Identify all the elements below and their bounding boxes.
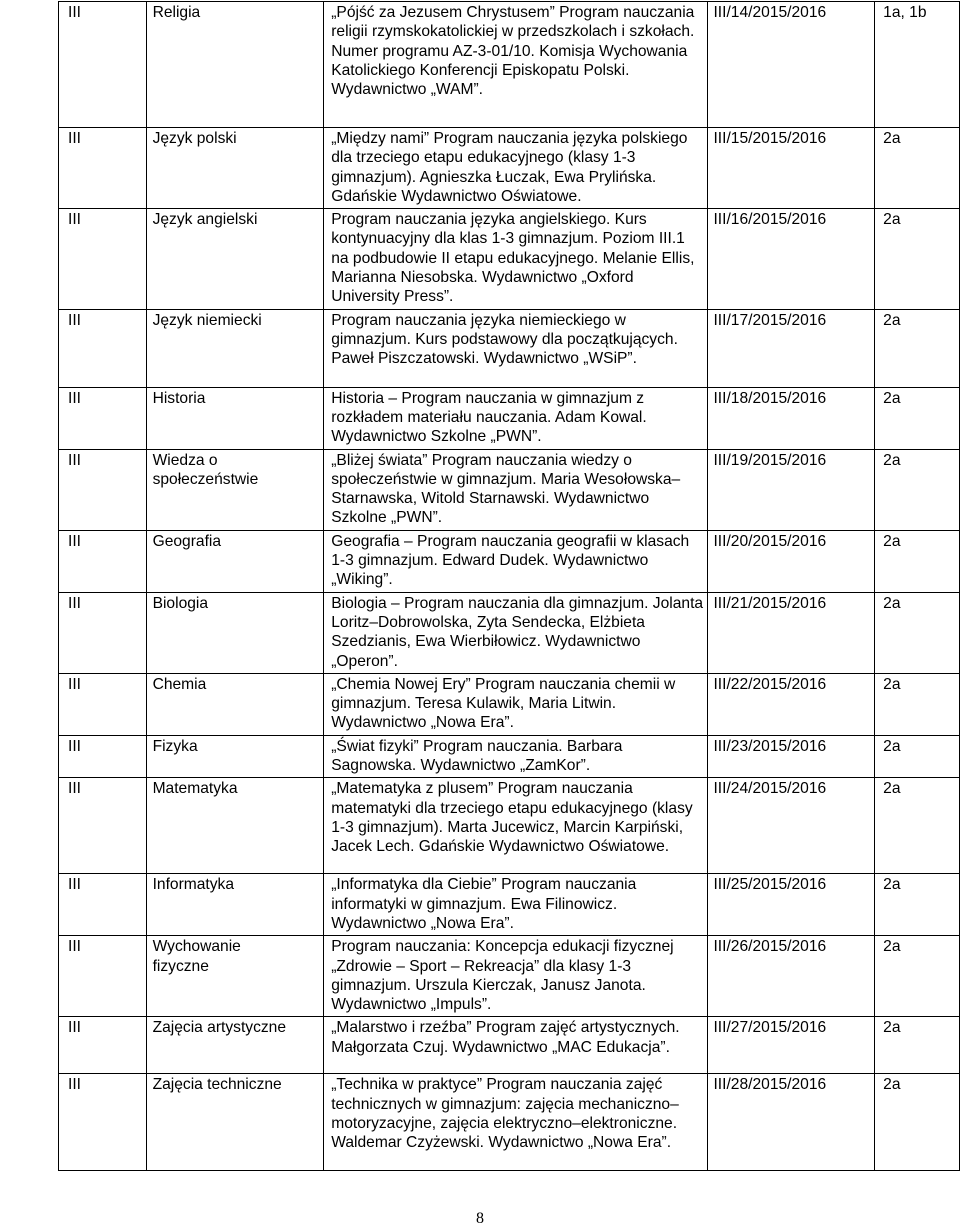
program-text: „Technika w praktyce” Program nauczania zajęć technicznych w gimnazjum: zajęcia mechaniczno–motoryzacyjne, zajęcia elektryczno–elektroniczne. Waldemar Czyżewski. Wydawnictwo „Nowa Era”. bbox=[331, 1076, 679, 1152]
program-table-body bbox=[59, 2, 960, 1171]
program-number-cell bbox=[708, 778, 875, 874]
table-row bbox=[59, 936, 960, 1017]
table-row bbox=[59, 128, 960, 209]
table-row bbox=[59, 592, 960, 673]
program-number-cell bbox=[708, 1074, 875, 1171]
program-number-cell bbox=[708, 530, 875, 592]
class-cell bbox=[59, 530, 147, 592]
program-number-cell bbox=[708, 735, 875, 778]
class-text: III bbox=[68, 532, 81, 550]
program-number-cell bbox=[708, 309, 875, 387]
subject-cell bbox=[146, 387, 324, 449]
class-cell bbox=[59, 592, 147, 673]
class-cell bbox=[59, 2, 147, 128]
groups-text: 2a bbox=[883, 532, 901, 550]
subject-cell bbox=[146, 309, 324, 387]
class-text: III bbox=[68, 594, 81, 612]
class-cell bbox=[59, 387, 147, 449]
program-number-text: III/15/2015/2016 bbox=[713, 130, 827, 147]
class-text: III bbox=[68, 737, 81, 755]
program-cell bbox=[324, 673, 708, 735]
groups-cell bbox=[875, 735, 960, 778]
program-number-text: III/14/2015/2016 bbox=[713, 4, 827, 21]
groups-cell bbox=[875, 209, 960, 309]
table-row bbox=[59, 309, 960, 387]
groups-text: 2a bbox=[883, 737, 901, 755]
subject-cell bbox=[146, 530, 324, 592]
class-cell bbox=[59, 1017, 147, 1074]
class-text: III bbox=[68, 211, 81, 229]
class-text: III bbox=[68, 451, 81, 469]
program-number-cell bbox=[708, 1017, 875, 1074]
class-text: III bbox=[68, 675, 81, 693]
program-cell bbox=[324, 735, 708, 778]
program-cell bbox=[324, 592, 708, 673]
program-number-cell bbox=[708, 592, 875, 673]
subject-cell bbox=[146, 735, 324, 778]
groups-cell bbox=[875, 673, 960, 735]
table-row bbox=[59, 735, 960, 778]
subject-text: Historia bbox=[152, 389, 206, 407]
groups-text: 2a bbox=[883, 1019, 901, 1037]
page-number: 8 bbox=[476, 1210, 484, 1227]
program-text: Biologia – Program nauczania dla gimnazjum. Jolanta Loritz–Dobrowolska, Zyta Sendecka, Elżbieta Szedzianis, Ewa Wierbiłowicz. Wydawnictwo „Operon”. bbox=[331, 594, 704, 670]
program-cell bbox=[324, 530, 708, 592]
class-cell bbox=[59, 309, 147, 387]
subject-text: Język angielski bbox=[152, 211, 258, 229]
class-cell bbox=[59, 874, 147, 936]
class-text: III bbox=[68, 780, 81, 798]
groups-text: 2a bbox=[883, 311, 901, 329]
program-number-cell bbox=[708, 209, 875, 309]
groups-text: 1a, 1b bbox=[883, 4, 927, 21]
class-text: III bbox=[68, 311, 81, 329]
subject-cell bbox=[146, 1017, 324, 1074]
program-text: „Pójść za Jezusem Chrystusem” Program nauczania religii rzymskokatolickiej w przedszkolach i szkołach. Numer programu AZ-3-01/10. Komisja Wychowania Katolickiego Konferencji Episkopatu Polski. Wydawnictwo „WAM”. bbox=[331, 4, 695, 99]
table-row bbox=[59, 1074, 960, 1171]
program-text: „Bliżej świata” Program nauczania wiedzy o społeczeństwie w gimnazjum. Maria Wesołowska–Starnawska, Witold Starnawski. Wydawnictwo Szkolne „PWN”. bbox=[331, 451, 681, 527]
program-number-text: III/28/2015/2016 bbox=[713, 1076, 827, 1094]
subject-text: Język niemiecki bbox=[152, 311, 262, 329]
program-text: „Malarstwo i rzeźba” Program zajęć artystycznych. Małgorzata Czuj. Wydawnictwo „MAC Edukacja”. bbox=[331, 1019, 680, 1056]
subject-cell bbox=[146, 2, 324, 128]
class-text: III bbox=[68, 938, 81, 956]
class-cell bbox=[59, 778, 147, 874]
table-row bbox=[59, 1017, 960, 1074]
groups-cell bbox=[875, 128, 960, 209]
class-text: III bbox=[68, 389, 81, 407]
groups-text: 2a bbox=[883, 1076, 901, 1094]
groups-cell bbox=[875, 936, 960, 1017]
table-row bbox=[59, 530, 960, 592]
class-cell bbox=[59, 1074, 147, 1171]
groups-text: 2a bbox=[883, 451, 901, 469]
subject-cell bbox=[146, 1074, 324, 1171]
subject-cell bbox=[146, 778, 324, 874]
subject-text: Religia bbox=[152, 4, 201, 21]
class-text: III bbox=[68, 4, 81, 21]
subject-cell bbox=[146, 673, 324, 735]
program-number-cell bbox=[708, 936, 875, 1017]
class-text: III bbox=[68, 1019, 81, 1037]
program-number-text: III/26/2015/2016 bbox=[713, 938, 827, 956]
subject-text: Informatyka bbox=[152, 876, 235, 894]
table-row bbox=[59, 449, 960, 530]
table-row bbox=[59, 778, 960, 874]
class-text: III bbox=[68, 876, 81, 894]
groups-cell bbox=[875, 449, 960, 530]
subject-text: Matematyka bbox=[152, 780, 238, 798]
program-cell bbox=[324, 387, 708, 449]
subject-text: Chemia bbox=[152, 675, 207, 693]
groups-cell bbox=[875, 2, 960, 128]
program-number-cell bbox=[708, 128, 875, 209]
program-number-text: III/17/2015/2016 bbox=[713, 311, 827, 329]
program-text: Program nauczania języka angielskiego. Kurs kontynuacyjny dla klas 1-3 gimnazjum. Poziom III.1 na podbudowie II etapu edukacyjnego. Melanie Ellis, Marianna Niesobska. Wydawnictwo „Oxford University Press”. bbox=[331, 211, 695, 306]
program-number-text: III/18/2015/2016 bbox=[713, 389, 827, 407]
subject-text: Zajęcia artystyczne bbox=[152, 1019, 287, 1037]
class-cell bbox=[59, 209, 147, 309]
class-cell bbox=[59, 673, 147, 735]
program-text: Historia – Program nauczania w gimnazjum z rozkładem materiału nauczania. Adam Kowal. Wydawnictwo Szkolne „PWN”. bbox=[331, 389, 647, 446]
class-text: III bbox=[68, 1076, 81, 1094]
groups-cell bbox=[875, 778, 960, 874]
groups-text: 2a bbox=[883, 675, 901, 693]
program-cell bbox=[324, 2, 708, 128]
program-cell bbox=[324, 309, 708, 387]
table-row bbox=[59, 673, 960, 735]
groups-cell bbox=[875, 309, 960, 387]
subject-text: Fizyka bbox=[152, 737, 198, 755]
table-row bbox=[59, 387, 960, 449]
program-number-text: III/20/2015/2016 bbox=[713, 532, 827, 550]
class-cell bbox=[59, 449, 147, 530]
subject-text: Zajęcia techniczne bbox=[152, 1076, 282, 1094]
groups-text: 2a bbox=[883, 211, 901, 229]
groups-text: 2a bbox=[883, 938, 901, 956]
program-number-text: III/27/2015/2016 bbox=[713, 1019, 827, 1037]
table-row bbox=[59, 2, 960, 128]
class-cell bbox=[59, 128, 147, 209]
program-number-cell bbox=[708, 449, 875, 530]
class-text: III bbox=[68, 130, 81, 147]
program-text: „Świat fizyki” Program nauczania. Barbara Sagnowska. Wydawnictwo „ZamKor”. bbox=[331, 737, 623, 775]
groups-text: 2a bbox=[883, 130, 901, 147]
groups-cell bbox=[875, 874, 960, 936]
program-number-cell bbox=[708, 874, 875, 936]
program-text: Geografia – Program nauczania geografii w klasach 1-3 gimnazjum. Edward Dudek. Wydawnictwo „Wiking”. bbox=[331, 532, 690, 589]
program-number-cell bbox=[708, 2, 875, 128]
subject-text: Wychowanie fizyczne bbox=[152, 938, 241, 975]
program-number-cell bbox=[708, 387, 875, 449]
class-cell bbox=[59, 936, 147, 1017]
subject-text: Język polski bbox=[152, 130, 237, 147]
program-number-text: III/16/2015/2016 bbox=[713, 211, 827, 229]
program-cell bbox=[324, 936, 708, 1017]
program-number-text: III/22/2015/2016 bbox=[713, 675, 827, 693]
program-text: „Informatyka dla Ciebie” Program nauczania informatyki w gimnazjum. Ewa Filinowicz. Wydawnictwo „Nowa Era”. bbox=[331, 876, 637, 932]
program-cell bbox=[324, 1074, 708, 1171]
subject-cell bbox=[146, 936, 324, 1017]
subject-cell bbox=[146, 128, 324, 209]
program-text: „Między nami” Program nauczania języka polskiego dla trzeciego etapu edukacyjnego (klasy 1-3 gimnazjum). Agnieszka Łuczak, Ewa Prylińska. Gdańskie Wydawnictwo Oświatowe. bbox=[331, 130, 688, 205]
program-cell bbox=[324, 874, 708, 936]
program-number-cell bbox=[708, 673, 875, 735]
groups-cell bbox=[875, 387, 960, 449]
table-row bbox=[59, 874, 960, 936]
program-text: „Matematyka z plusem” Program nauczania matematyki dla trzeciego etapu edukacyjnego (klasy 1-3 gimnazjum). Marta Jucewicz, Marcin Karpiński, Jacek Lech. Gdańskie Wydawnictwo Oświatowe. bbox=[331, 780, 693, 856]
subject-cell bbox=[146, 209, 324, 309]
program-cell bbox=[324, 128, 708, 209]
program-text: Program nauczania języka niemieckiego w gimnazjum. Kurs podstawowy dla początkujących. Paweł Piszczatowski. Wydawnictwo „WSiP”. bbox=[331, 311, 678, 368]
program-text: „Chemia Nowej Ery” Program nauczania chemii w gimnazjum. Teresa Kulawik, Maria Litwin. Wydawnictwo „Nowa Era”. bbox=[331, 675, 676, 732]
groups-cell bbox=[875, 592, 960, 673]
program-number-text: III/24/2015/2016 bbox=[713, 780, 827, 798]
groups-text: 2a bbox=[883, 876, 901, 894]
groups-cell bbox=[875, 1017, 960, 1074]
program-cell bbox=[324, 778, 708, 874]
program-cell bbox=[324, 1017, 708, 1074]
groups-text: 2a bbox=[883, 780, 901, 798]
program-table bbox=[58, 1, 960, 1171]
program-number-text: III/25/2015/2016 bbox=[713, 876, 827, 894]
subject-text: Geografia bbox=[152, 532, 222, 550]
subject-text: Biologia bbox=[152, 594, 209, 612]
program-cell bbox=[324, 449, 708, 530]
groups-text: 2a bbox=[883, 389, 901, 407]
table-row bbox=[59, 209, 960, 309]
subject-text: Wiedza o społeczeństwie bbox=[152, 451, 259, 488]
program-number-text: III/19/2015/2016 bbox=[713, 451, 827, 469]
groups-cell bbox=[875, 1074, 960, 1171]
subject-cell bbox=[146, 449, 324, 530]
program-number-text: III/21/2015/2016 bbox=[713, 594, 827, 612]
groups-text: 2a bbox=[883, 594, 901, 612]
class-cell bbox=[59, 735, 147, 778]
program-number-text: III/23/2015/2016 bbox=[713, 737, 827, 755]
subject-cell bbox=[146, 592, 324, 673]
program-cell bbox=[324, 209, 708, 309]
subject-cell bbox=[146, 874, 324, 936]
groups-cell bbox=[875, 530, 960, 592]
program-text: Program nauczania: Koncepcja edukacji fizycznej „Zdrowie – Sport – Rekreacja” dla klasy 1-3 gimnazjum. Urszula Kierczak, Janusz Janota. Wydawnictwo „Impuls”. bbox=[331, 938, 674, 1014]
